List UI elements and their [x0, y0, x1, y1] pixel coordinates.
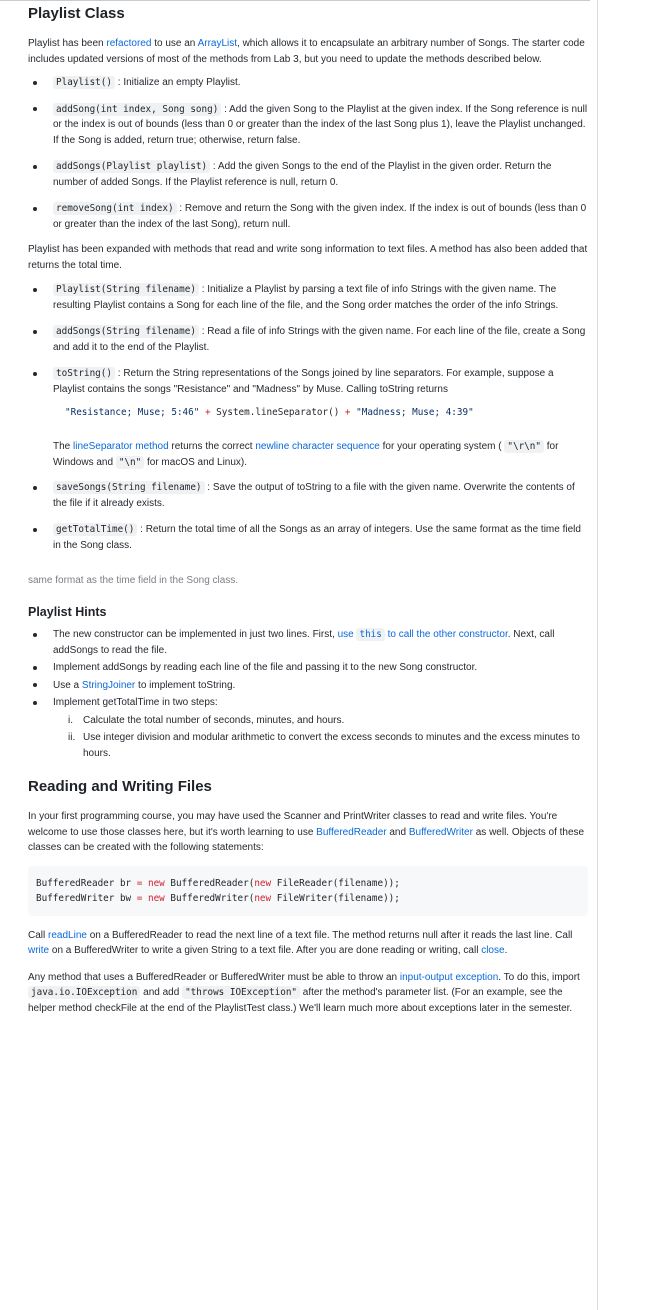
step-text: Calculate the total number of seconds, minutes, and hours.: [83, 714, 345, 726]
code-text: FileWriter(filename));: [271, 892, 400, 904]
text: .: [504, 945, 508, 956]
method-description: : Return the total time of all the Songs as an array of integers. Use the same format as the time field in the Song class.: [53, 524, 581, 551]
code-text: FileReader(filename));: [271, 877, 400, 889]
code-text: BufferedReader br: [36, 877, 137, 889]
method-description: : Remove and return the Song with the given index. If the index is out of bounds (less than 0 or greater than the index of the last Song), return null.: [53, 203, 587, 230]
inline-code: "\r\n": [504, 440, 544, 453]
newline-sequence-link[interactable]: newline character sequence: [255, 441, 380, 452]
text: and: [386, 826, 409, 838]
method-description: : Read a file of info Strings with the given name. For each line of the file, create a Song and add it to the end of the Playlist.: [53, 326, 586, 353]
list-item: [28, 201, 588, 232]
text: The: [53, 441, 74, 452]
text: . Next, call addSongs to read the file.: [53, 629, 555, 656]
readline-link[interactable]: readLine: [48, 929, 87, 941]
method-description: : Initialize a Playlist by parsing a text file of info Strings with the given name. The resulting Playlist contains a Song for each line of the file, and the Song order matches the order of the info Strings.: [53, 284, 559, 311]
exception-paragraph: [28, 970, 588, 1017]
list-item: [28, 480, 588, 511]
code-keyword: new: [254, 892, 272, 904]
text: Use a: [53, 679, 82, 691]
method-list-2: [28, 282, 588, 553]
method-signature: Playlist(String filename): [53, 283, 199, 296]
method-description: : Return the String representations of the Songs joined by line separators. For example, suppose a Playlist contains the songs "Resistance" and "Madness" by Muse. Calling toString returns: [53, 368, 554, 395]
section-title-reading-writing-files: Reading and Writing Files: [28, 778, 212, 795]
text: for Windows and: [53, 441, 559, 468]
hints-list: [28, 627, 588, 761]
cutoff-text: same format as the time field in the Song class.: [28, 575, 239, 586]
this-keyword-link[interactable]: this: [356, 628, 384, 641]
tostring-example-code: [65, 397, 600, 435]
right-divider: [597, 0, 598, 1310]
code-text: BufferedReader(: [164, 877, 255, 889]
use-link[interactable]: use: [337, 629, 354, 640]
step-item: [53, 730, 588, 761]
code-keyword: new: [254, 877, 272, 889]
text: and add: [140, 987, 183, 998]
text: In your first programming course, you may have used the Scanner and PrintWriter classes to read and write files. You're welcome to use those classes here, but it's worth learning to use: [28, 811, 558, 838]
section-title-playlist-hints: Playlist Hints: [28, 605, 107, 619]
method-description: : Add the given Songs to the end of the Playlist in the given order. Return the number of added Songs. If the Playlist reference is null, return 0.: [53, 161, 552, 188]
list-item: [28, 75, 588, 91]
text: Implement getTotalTime in two steps:: [53, 697, 218, 708]
list-item: [28, 522, 588, 553]
list-item: [28, 282, 588, 313]
step-number: ii.: [68, 732, 76, 743]
readline-paragraph: [28, 928, 588, 959]
buffered-code-block: [28, 866, 588, 916]
list-item: [28, 366, 588, 470]
method-description: : Add the given Song to the Playlist at the given index. If the Song reference is null or the index is out of bounds (less than 0 or greater than the index of the last Song plus 1), leave the Playlist unchanged. If the Song is added, return true; otherwise, return false.: [53, 103, 588, 146]
code-operator: +: [344, 407, 351, 418]
code-text: BufferedWriter bw: [36, 892, 137, 904]
method-signature: saveSongs(String filename): [53, 481, 205, 494]
code-operator: +: [204, 407, 211, 418]
list-item: [28, 678, 588, 694]
text: as well. Objects of these classes can be created with the following statements:: [28, 826, 585, 853]
arraylist-link[interactable]: ArrayList: [197, 38, 238, 49]
text: Any method that uses a BufferedReader or BufferedWriter must be able to throw an: [28, 971, 400, 983]
text: The new constructor can be implemented in just two lines. First,: [53, 629, 338, 640]
refactored-link[interactable]: refactored: [106, 38, 152, 49]
method-signature: getTotalTime(): [53, 523, 137, 536]
method-signature: addSongs(String filename): [53, 325, 199, 338]
method-signature: Playlist(): [53, 76, 115, 89]
text: after the method's parameter list. (For an example, see the helper method checkFile at the end of the PlaylistTest class.) We'll learn much more about exceptions later in the semester.: [28, 987, 573, 1014]
text: , which allows it to encapsulate an arbitrary number of Songs. The starter code includes updated versions of most of the methods from Lab 3, but you need to update the methods described below.: [28, 38, 585, 65]
input-output-exception-link[interactable]: input-output exception: [399, 971, 499, 983]
code-call: System.lineSeparator(): [216, 407, 340, 418]
text: to implement toString.: [135, 679, 236, 691]
method-signature: removeSong(int index): [53, 202, 177, 215]
bufferedwriter-link[interactable]: BufferedWriter: [408, 826, 473, 838]
list-item: [28, 695, 588, 761]
list-item: Implement addSongs by reading each line of the file and passing it to the new Song constructor.: [28, 660, 588, 676]
text: Playlist has been: [28, 38, 107, 49]
text: for macOS and Linux).: [144, 456, 248, 468]
code-keyword: new: [147, 877, 165, 889]
line-separator-link[interactable]: lineSeparator method: [73, 441, 169, 452]
inline-code: java.io.IOException: [28, 986, 140, 999]
step-number: i.: [68, 714, 73, 726]
list-item: [28, 627, 588, 658]
intro-paragraph: [28, 36, 588, 67]
text: returns the correct: [168, 441, 256, 452]
files-intro-paragraph: [28, 809, 588, 856]
call-other-constructor-link[interactable]: to call the other constructor: [387, 629, 508, 640]
code-operator: =: [136, 877, 143, 889]
close-link[interactable]: close: [481, 945, 505, 956]
code-string: "Resistance; Muse; 5:46": [65, 407, 200, 418]
section-title-playlist-class: Playlist Class: [28, 5, 125, 22]
text: for your operating system (: [379, 441, 505, 452]
code-operator: =: [136, 892, 143, 904]
step-text: Use integer division and modular arithmetic to convert the excess seconds to minutes and the excess minutes to hours.: [83, 732, 580, 759]
expanded-paragraph: Playlist has been expanded with methods that read and write song information to text files. A method has also been added that returns the total time.: [28, 244, 588, 271]
code-text: BufferedWriter(: [164, 892, 255, 904]
list-item: [28, 159, 588, 190]
method-signature: toString(): [53, 367, 115, 380]
line-separator-note: [53, 439, 588, 470]
document-content: [28, 4, 588, 1016]
inline-code: "throws IOException": [182, 986, 300, 999]
steps-list: [53, 713, 588, 762]
step-item: [53, 713, 588, 729]
method-signature: addSongs(Playlist playlist): [53, 160, 210, 173]
text: Call: [28, 929, 49, 941]
stringjoiner-link[interactable]: StringJoiner: [81, 679, 136, 691]
list-item: [28, 102, 588, 149]
code-keyword: new: [147, 892, 165, 904]
text: to use an: [151, 38, 198, 49]
list-item: [28, 324, 588, 355]
code-string: "Madness; Muse; 4:39": [356, 407, 474, 418]
text: . To do this, import: [498, 971, 580, 983]
cutoff-spacer: [28, 553, 588, 589]
top-divider: [0, 0, 590, 1]
write-link[interactable]: write: [28, 945, 50, 956]
method-list-1: [28, 75, 588, 232]
cutoff-text-strip: [28, 575, 328, 588]
inline-code: "\n": [116, 456, 144, 469]
text: on a BufferedReader to read the next line of a text file. The method returns null after it reads the last line. Call: [86, 929, 573, 941]
bufferedreader-link[interactable]: BufferedReader: [316, 826, 387, 838]
method-description: : Initialize an empty Playlist.: [114, 77, 241, 88]
method-signature: addSong(int index, Song song): [53, 103, 221, 116]
method-description: : Save the output of toString to a file with the given name. Overwrite the contents of the file if it already exists.: [53, 482, 575, 509]
text: on a BufferedWriter to write a given String to a text file. After you are done reading or writing, call: [49, 945, 482, 956]
